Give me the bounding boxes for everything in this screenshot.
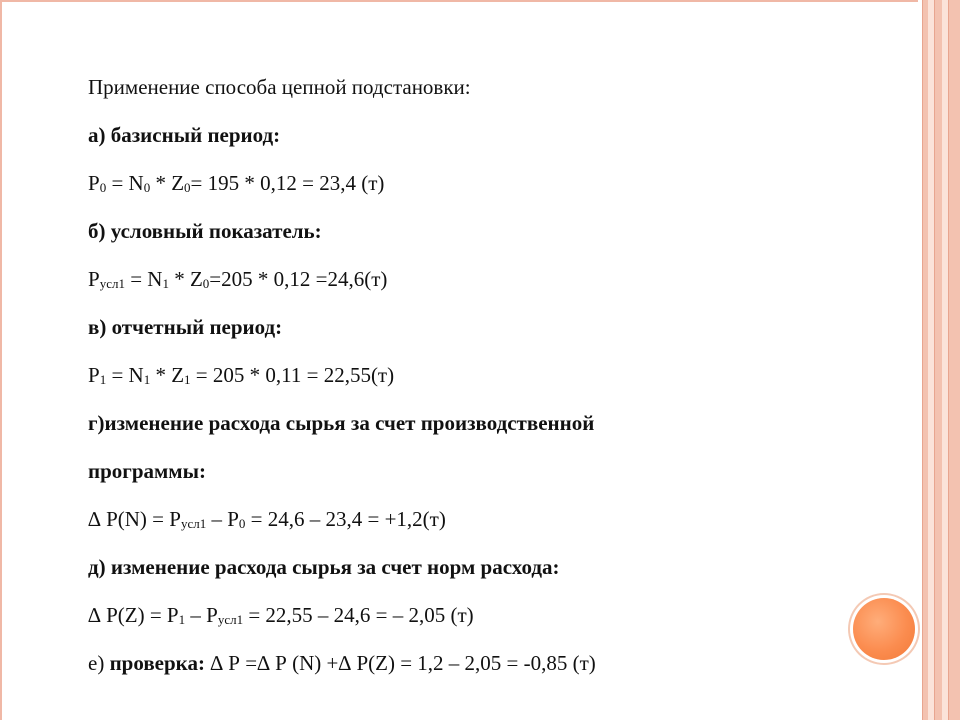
frame-left-border xyxy=(0,0,14,720)
check-line: е) проверка: ∆ Р =∆ Р (N) +∆ Р(Z) = 1,2 – 2,05 = -0,85 (т) xyxy=(88,651,596,675)
production-change-heading-2: программы: xyxy=(88,459,206,483)
base-period-heading: а) базисный период: xyxy=(88,123,281,147)
formula-delta-n: ∆ $Р(N) = Р_{усл1} - Р_0 = 24,6 - 23,4 = +1,2(т)$ xyxy=(88,507,446,531)
formula-report: $Р_1 = N_1 * Z_1 = 205 * 0,11 = 22,55(т)$ xyxy=(88,363,395,387)
report-period-heading: в) отчетный период: xyxy=(88,315,283,339)
norm-change-heading: д) изменение расхода сырья за счет норм расхода: xyxy=(88,555,560,579)
decorative-stripes xyxy=(918,0,960,720)
formula-delta-z: ∆ $Р(Z) = Р_1 - Р_{усл1} = 22,55 - 24,6$ = – 2,05 (т) xyxy=(88,603,474,627)
decorative-circle xyxy=(853,598,915,660)
formula-base: $Р_0 = N_0 * Z_0= 195 * 0,12 = 23,4$ (т) xyxy=(88,171,385,195)
production-change-heading-1: г)изменение расхода сырья за счет производственной xyxy=(88,411,595,435)
conditional-heading: б) условный показатель: xyxy=(88,219,322,243)
slide-content xyxy=(88,66,828,690)
formula-conditional: $Р_{усл1} = N_1 * Z_0=205 * 0,12 =24,6(т)$ xyxy=(88,267,388,291)
frame-top-border xyxy=(0,0,922,14)
intro-line: Применение способа цепной подстановки: xyxy=(88,75,471,99)
